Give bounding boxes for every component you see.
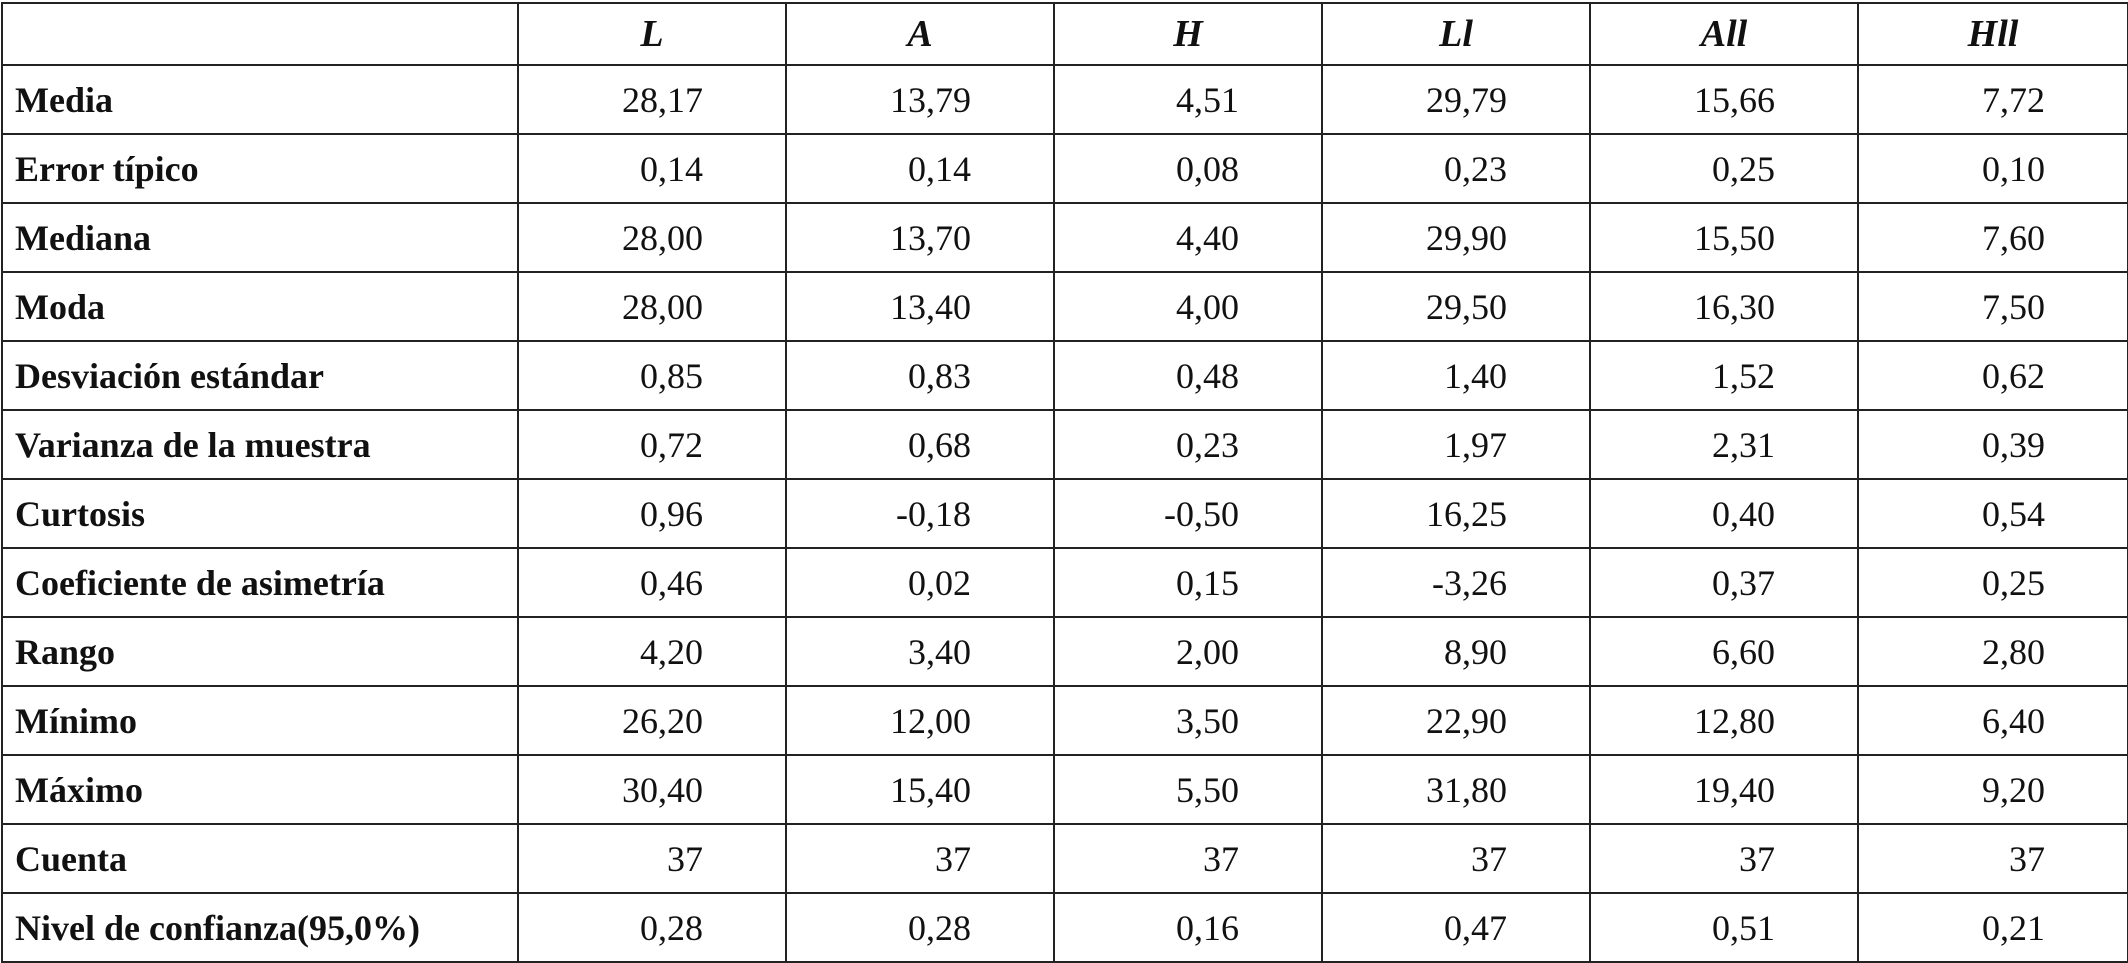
table-cell: 19,40 — [1590, 755, 1858, 824]
column-header-h: H — [1054, 3, 1322, 65]
table-cell: 37 — [786, 824, 1054, 893]
table-cell: 4,20 — [518, 617, 786, 686]
table-cell: 0,54 — [1858, 479, 2128, 548]
table-cell: 13,40 — [786, 272, 1054, 341]
table-cell: 0,47 — [1322, 893, 1590, 962]
table-cell: 2,00 — [1054, 617, 1322, 686]
table-cell: 5,50 — [1054, 755, 1322, 824]
table-row — [2, 272, 2128, 341]
row-label: Nivel de confianza(95,0%) — [2, 893, 518, 962]
table-cell: 28,00 — [518, 203, 786, 272]
table-cell: 0,39 — [1858, 410, 2128, 479]
table-cell: 0,28 — [786, 893, 1054, 962]
table-cell: 0,62 — [1858, 341, 2128, 410]
table-cell: 16,25 — [1322, 479, 1590, 548]
table-cell: 8,90 — [1322, 617, 1590, 686]
table-cell: 37 — [1590, 824, 1858, 893]
table-cell: 0,48 — [1054, 341, 1322, 410]
table-cell: 6,40 — [1858, 686, 2128, 755]
table-body — [2, 65, 2128, 962]
table-cell: -3,26 — [1322, 548, 1590, 617]
table-cell: 0,15 — [1054, 548, 1322, 617]
table-cell: 4,40 — [1054, 203, 1322, 272]
row-label: Varianza de la muestra — [2, 410, 518, 479]
row-label: Rango — [2, 617, 518, 686]
table-cell: 22,90 — [1322, 686, 1590, 755]
table-cell: 1,40 — [1322, 341, 1590, 410]
row-label: Error típico — [2, 134, 518, 203]
table-row — [2, 203, 2128, 272]
statistics-table — [1, 2, 2128, 963]
table-cell: 3,40 — [786, 617, 1054, 686]
table-row — [2, 824, 2128, 893]
row-label: Curtosis — [2, 479, 518, 548]
table-cell: 7,60 — [1858, 203, 2128, 272]
table-cell: 15,40 — [786, 755, 1054, 824]
table-cell: 28,17 — [518, 65, 786, 134]
table-cell: 13,70 — [786, 203, 1054, 272]
table-cell: -0,50 — [1054, 479, 1322, 548]
table-cell: 0,28 — [518, 893, 786, 962]
table-cell: 0,25 — [1858, 548, 2128, 617]
table-cell: 0,21 — [1858, 893, 2128, 962]
table-cell: 37 — [1322, 824, 1590, 893]
table-row — [2, 410, 2128, 479]
table-cell: 0,08 — [1054, 134, 1322, 203]
column-header-l: L — [518, 3, 786, 65]
table-cell: 0,83 — [786, 341, 1054, 410]
row-label: Máximo — [2, 755, 518, 824]
table-cell: 37 — [1054, 824, 1322, 893]
table-cell: 7,72 — [1858, 65, 2128, 134]
table-cell: 0,14 — [786, 134, 1054, 203]
table-cell: 0,10 — [1858, 134, 2128, 203]
table-cell: 13,79 — [786, 65, 1054, 134]
table-cell: 1,52 — [1590, 341, 1858, 410]
table-row — [2, 548, 2128, 617]
row-label: Cuenta — [2, 824, 518, 893]
table-cell: 12,80 — [1590, 686, 1858, 755]
table-cell: 12,00 — [786, 686, 1054, 755]
row-label: Coeficiente de asimetría — [2, 548, 518, 617]
table-cell: 1,97 — [1322, 410, 1590, 479]
corner-cell — [2, 3, 518, 65]
row-label: Media — [2, 65, 518, 134]
table-cell: 0,23 — [1322, 134, 1590, 203]
table-cell: 28,00 — [518, 272, 786, 341]
table-cell: 0,85 — [518, 341, 786, 410]
header-row — [2, 3, 2128, 65]
table-cell: 0,02 — [786, 548, 1054, 617]
table-row — [2, 893, 2128, 962]
table-cell: 0,23 — [1054, 410, 1322, 479]
column-header-all: All — [1590, 3, 1858, 65]
table-cell: 9,20 — [1858, 755, 2128, 824]
table-cell: -0,18 — [786, 479, 1054, 548]
row-label: Mínimo — [2, 686, 518, 755]
table-cell: 6,60 — [1590, 617, 1858, 686]
table-cell: 37 — [518, 824, 786, 893]
row-label: Desviación estándar — [2, 341, 518, 410]
table-cell: 26,20 — [518, 686, 786, 755]
row-label: Moda — [2, 272, 518, 341]
table-row — [2, 65, 2128, 134]
table-cell: 15,50 — [1590, 203, 1858, 272]
table-cell: 4,51 — [1054, 65, 1322, 134]
table-cell: 0,96 — [518, 479, 786, 548]
column-header-hll: Hll — [1858, 3, 2128, 65]
table-row — [2, 755, 2128, 824]
table-cell: 37 — [1858, 824, 2128, 893]
table-row — [2, 686, 2128, 755]
table-cell: 0,68 — [786, 410, 1054, 479]
row-label: Mediana — [2, 203, 518, 272]
table-cell: 0,40 — [1590, 479, 1858, 548]
table-cell: 15,66 — [1590, 65, 1858, 134]
table-cell: 29,90 — [1322, 203, 1590, 272]
table-row — [2, 341, 2128, 410]
table-cell: 0,46 — [518, 548, 786, 617]
table-row — [2, 479, 2128, 548]
table-cell: 7,50 — [1858, 272, 2128, 341]
table-cell: 0,72 — [518, 410, 786, 479]
table-cell: 4,00 — [1054, 272, 1322, 341]
table-cell: 3,50 — [1054, 686, 1322, 755]
table-cell: 0,14 — [518, 134, 786, 203]
table-cell: 29,50 — [1322, 272, 1590, 341]
table-cell: 2,80 — [1858, 617, 2128, 686]
table-cell: 30,40 — [518, 755, 786, 824]
table-cell: 16,30 — [1590, 272, 1858, 341]
column-header-a: A — [786, 3, 1054, 65]
table-cell: 31,80 — [1322, 755, 1590, 824]
table-row — [2, 617, 2128, 686]
table-cell: 0,25 — [1590, 134, 1858, 203]
table-cell: 29,79 — [1322, 65, 1590, 134]
table-cell: 0,37 — [1590, 548, 1858, 617]
table-cell: 2,31 — [1590, 410, 1858, 479]
table-cell: 0,16 — [1054, 893, 1322, 962]
table-row — [2, 134, 2128, 203]
table-cell: 0,51 — [1590, 893, 1858, 962]
column-header-ll: Ll — [1322, 3, 1590, 65]
